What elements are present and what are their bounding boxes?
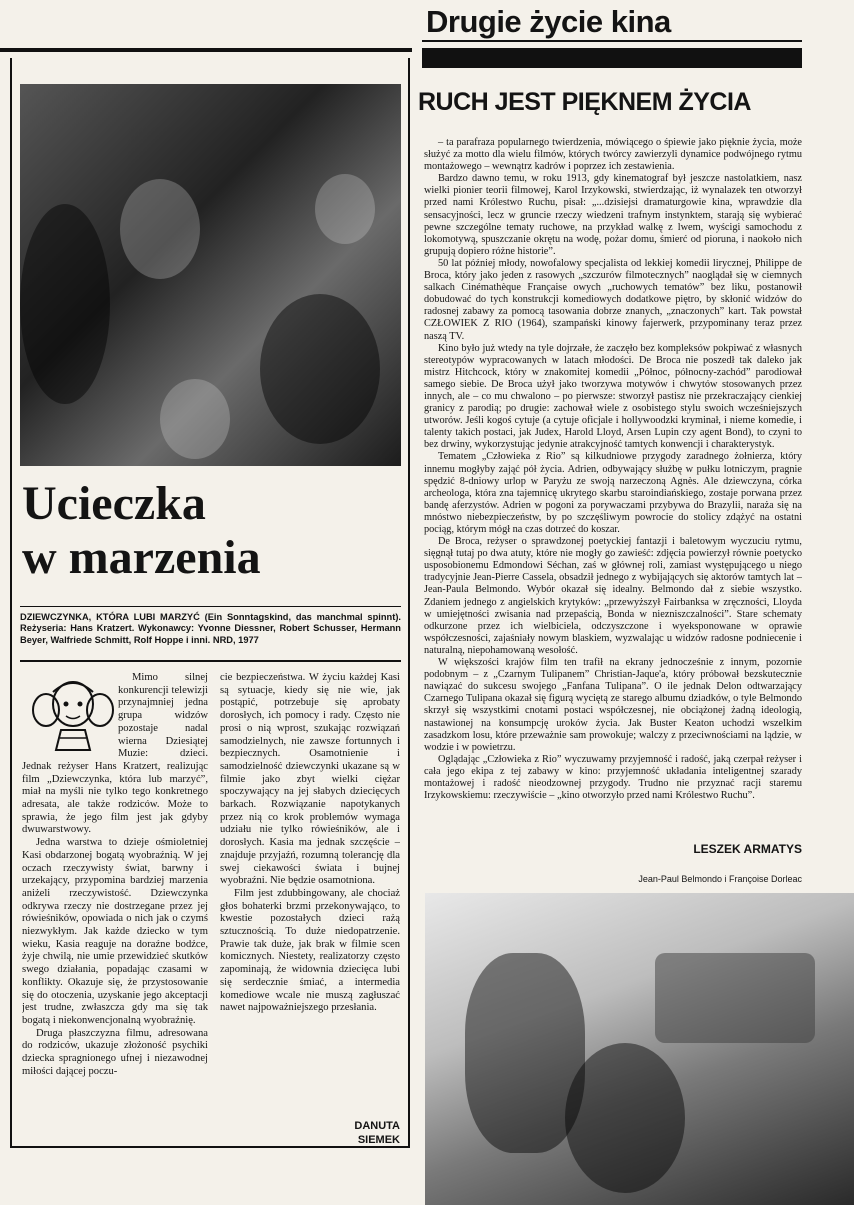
left-author-line1: DANUTA [354,1120,400,1132]
left-article-column-1 [22,672,208,1148]
section-title: Drugie życie kina [426,4,671,39]
right-photo-caption: Jean-Paul Belmondo i Françoise Dorleac [638,874,802,884]
right-author: LESZEK ARMATYS [693,842,802,856]
credits-rule-bottom [20,660,401,662]
left-headline-line1: Ucieczka [22,477,206,530]
right-article-body [424,137,802,830]
right-paragraph: Oglądając „Człowieka z Rio” wyczuwamy przyjemność i radość, jaką czerpał reżyser i cała jego ekipa z tej zabawy w kino: przyjemność układania inteligentnej szarady montażowej i radość nieodzownej przygody. Trudno nie przyznać racji staremu Irzykowskiemu: rzeczywiście – „kino otworzyło przed nami Królestwo Ruchu”. [424,753,802,802]
left-col1-paragraph: Jedna warstwa to dzieje ośmioletniej Kasi obdarzonej bogatą wyobraźnią. W jej oczach rzeczywisty świat, barwny i urzekający, przypomina bardziej marzenia aniżeli rzeczywistość. Dziewczynka odkrywa rzeczy nie dostrzegane przez jej rówieśników, opowiada o nich jak o czymś niezwykłym. Jak każde dziecko w tym wieku, Kasia reaguje na doraźne bodźce, żyje chwilą, nie umie przewidzieć skutków swego działania, popadając czasami w konflikty. Okazuje się, że przystosowanie się do otoczenia, uzyskanie jego akceptacji jest trudne, zwłaszcza gdy ma się tak bogatą i niekonwencjonalną wyobraźnię. [22,837,208,1026]
header-rule-right [422,48,802,68]
left-col2-paragraph: Film jest zdubbingowany, ale chociaż głos bohaterki brzmi przekonywająco, to kwestie pozostałych dzieci rażą sztucznością. To duże niedopatrzenie. Prawie tak duże, jak brak w filmie scen komicznych. Niestety, realizatorzy często zapominają, że widownia dziecięca lubi się serdecznie śmiać, a intermedia komediowe wcale nie muszą zagłuszać nawet najpoważniejszego przesłania. [220,887,400,1014]
film-still-photo-belmondo [425,893,854,1205]
right-paragraph: W większości krajów film ten trafił na ekrany jednocześnie z innym, pozornie podobnym – z „Czarnym Tulipanem” Christian-Jaque'a, który próbował bezskutecznie nawiązać do sukcesu swojego „Fanfana Tulipana”. O ile jednak Delon odtwarzający Czarnego Tulipana okazał się figurą wyciętą ze starego albumu dziadków, o tyle Belmondo skrzył się wszystkimi cnotami postaci współczesnej, nie obciążonej żadną ideologią, nastawionej na konsumpcję uroków życia. Jak Buster Keaton uchodzi wszelkim zasadzkom losu, które przeważnie sam prowokuje; walczy z przeciwnościami na lądzie, w wodzie i w powietrzu. [424,657,802,753]
left-col2-paragraph: cie bezpieczeństwa. W życiu każdej Kasi są sytuacje, kiedy się nie wie, jak postąpić, potrzebuje się aprobaty dorosłych, ich pomocy i rady. Często nie prosi o nią wprost, szukając rozwiązań samodzielnych, nie zawsze fortunnych i bezpiecznych. Osamotnienie i samodzielność dziewczynki ukazane są w filmie jako zbyt wielki ciężar spoczywający na jej słabych dziecięcych barkach. Rozwiązanie napotykanych przez nią co krok problemów wymaga udziału nie tylko rówieśników, ale i dorosłych. Kasia ma jednak szczęście – znajduje przyjaźń, rozumną tolerancję dla swej ciekawości świata i bujnej wyobraźni. Nie będzie osamotniona. [220,672,400,887]
left-col1-paragraph: Druga płaszczyzna filmu, adresowana do rodziców, ukazuje złożoność psychiki dziecka spragnionego ufnej i niezawodnej miłości dającej poczu- [22,1027,208,1077]
header-rule-right-thin [422,40,802,42]
right-paragraph: De Broca, reżyser o sprawdzonej poetyckiej fantazji i baletowym wyczuciu rytmu, sięgnął tutaj po dwa atuty, które nie mogły go zawieść: zdjęcia powierzył równie poetycko usposobionemu Edmondowi Séchan, zaś w głównej roli, zamiast występującego u niego tradycyjnie Jean-Pierre Cassela, obsadził jednego z wybijających się aktorów tamtych lat – Jean-Paula Belmondo. Wybór okazał się idealny. Belmondo dał z siebie wszystko. Zdaniem jednego z angielskich krytyków: „przewyższył Fairbanksa w zręczności, Lloyda w umiejętności zwisania nad przepaścią, Bonda w niezniszczalności”. Stare schematy odkurzone przez ich wielbiciela, odczyszczone i wyeksponowane w oprawie współczesności, zajaśniały nowym blaskiem, wyzwalając u widzów radosne podniecenie i naturalną, niepohamowaną wesołość. [424,536,802,656]
left-headline-line2: w marzenia [22,531,261,584]
film-still-photo-family [20,84,401,466]
film-credits: DZIEWCZYNKA, KTÓRA LUBI MARZYĆ (Ein Sonntagskind, das manchmal spinnt). Reżyseria: Hans Kratzert. Wykonawcy: Yvonne Diessner, Robert Schusser, Hermann Beyer, Walfriede Schmitt, Rolf Hoppe i inni. NRD, 1977 [20,612,401,645]
left-col1-paragraph: Mimo silnej konkurencji telewizji przynajmniej jedna grupa widzów pozostaje nadal wierna Dziesiątej Muzie: dzieci. Jednak reżyser Hans Kratzert, realizując film „Dziewczynka, która lub marzyć”, miał na myśli nie tylko tego konkretnego adresata, ale także rodziców. Może to sprawia, że jego film jest jak gdyby dwuwarstwowy. [22,672,208,836]
right-paragraph: Bardzo dawno temu, w roku 1913, gdy kinematograf był jeszcze nastolatkiem, nasz wielki pionier teorii filmowej, Karol Irzykowski, stwierdzając, iż wynalazek ten otworzył przed nami Królestwo Ruchu, pisał: „...dzisiejsi dramaturgowie kina, wprawdzie dla sensacyjności, lecz w gruncie rzeczy wiedzeni trafnym instynktem, starają się wybierać pewne szczególne tematy ruchowe, na przykład walkę z lwem, wyścigi samochodu z lokomotywą, spuszczanie okrętu na wodę, pożar domu, śmierć od pioruna, i naokoło nich grupują dopiero różne historie”. [424,173,802,257]
right-headline: RUCH JEST PIĘKNEM ŻYCIA [418,88,751,116]
credits-rule-top [20,606,401,607]
header-rule-left [0,48,412,52]
left-author-line2: SIEMEK [357,1134,400,1146]
right-paragraph: Kino było już wtedy na tyle dojrzałe, że zaczęło bez kompleksów pokpiwać z własnych stereotypów wypracowanych w latach młodości. De Broca nie poszedł tak daleko jak mistrz Hitchcock, który w znakomitej komedii „Północ, północny-zachód” parodiował samego siebie. De Broca użył jako tworzywa motywów i chwytów stosowanych przez innych, ale – co mu chwalono – po pierwsze: stworzył pastisz nie przekraczający cienkiej granicy z parodią; po drugie: zachował wiele z osobistego stylu swoich wcześniejszych utworów. Jeśli kogoś cytuje (a cytuje oficjale i hollywoodzki kryminał, i nieme komedie, i talenty takich postaci, jak Judex, Harold Lloyd, Arsen Lupin czy agent Bond), to czyni to bez drwiny, wykorzystując jedynie atrakcyjność tamtych konwencji i charakterystyk. [424,342,802,451]
left-article-column-2 [220,672,400,1112]
right-paragraph: 50 lat później młody, nowofalowy specjalista od lekkiej komedii lirycznej, Philippe de Broca, który jako jeden z rasowych „szczurów filmotecznych” naoglądał się w ciemnych salkach Cinémathèque Française owych „ruchowych tematów” bez liku, postanowił dobudować do tych konstrukcji komediowych dodatkowe piętro, by skłonić widzów do radosnej zabawy za pomocą tasowania dobrze znanych, „znaczonych” kart. Tak powstał CZŁOWIEK Z RIO (1964), szampański kinowy fajerwerk, przypominany teraz przez naszą TV. [424,257,802,342]
right-paragraph: Tematem „Człowieka z Rio” są kilkudniowe przygody zaradnego żołnierza, który innemu mogłyby zająć pół życia. Adrien, odbywający służbę w pułku lotniczym, pragnie spędzić 8-dniowy urlop w Paryżu ze swoją narzeczoną Agnès. Ale dziewczyna, córka archeologa, która zna tajemnicę ukrytego skarbu staroindiańskiego, zostaje porwana przez bandę aferzystów. Adrien w pogoni za porywaczami przybywa do Brazylii, naraża się na mnóstwo niebezpieczeństw, by po szczęśliwym powrocie do stolicy zdążyć na ostatni pociąg, którym mógł na czas dotrzeć do koszar. [424,451,802,535]
right-paragraph: – ta parafraza popularnego twierdzenia, mówiącego o śpiewie jako pięknie życia, może służyć za motto dla wielu filmów, których twórcy zawierzyli dynamice podwójnego rytmu montażowego – wewnątrz kadrów i poprzez ich zestawienia. [424,137,802,173]
